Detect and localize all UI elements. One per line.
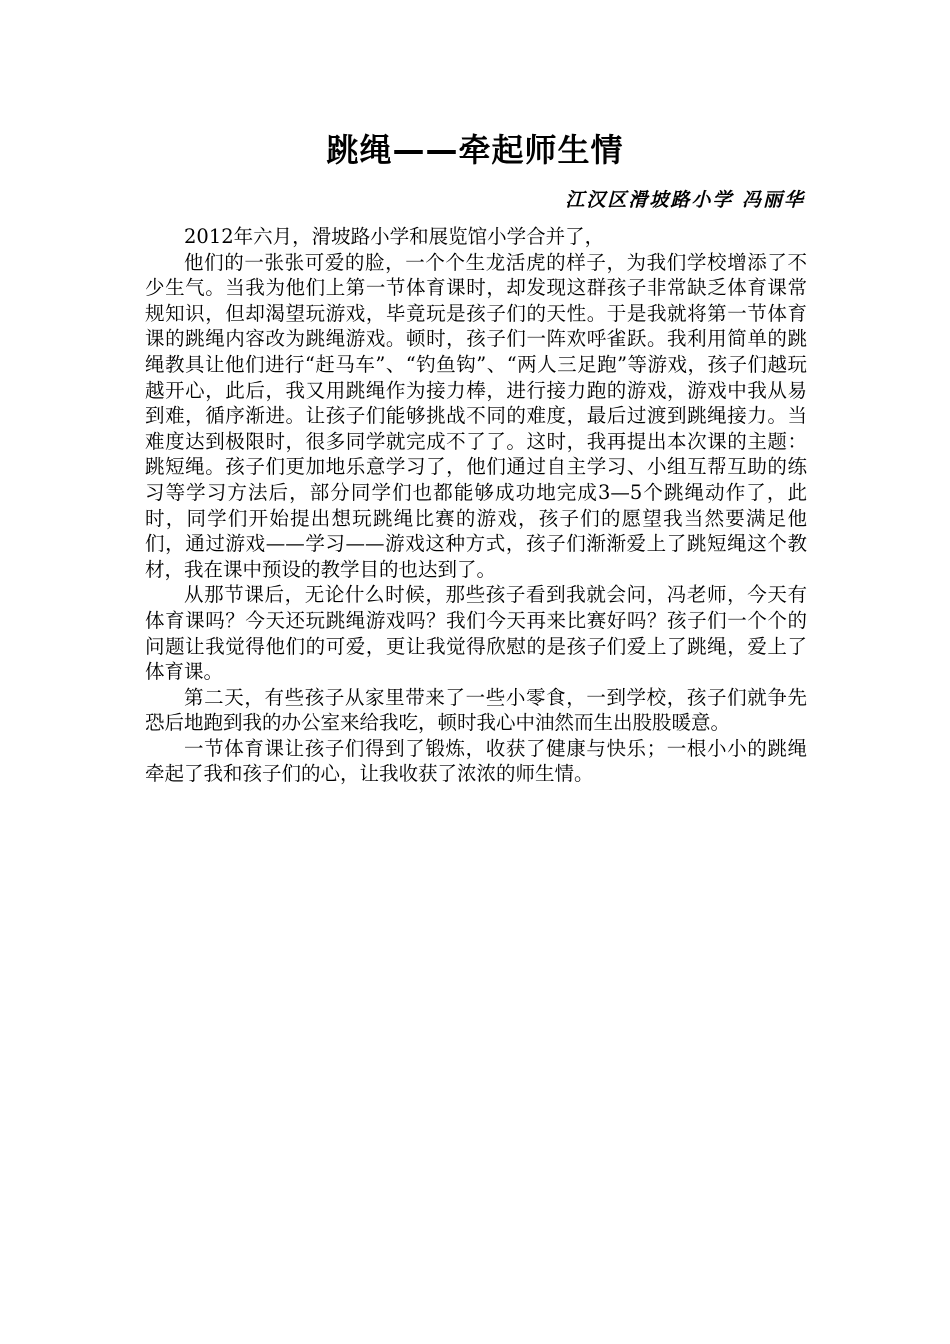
paragraph: 一节体育课让孩子们得到了锻炼，收获了健康与快乐；一根小小的跳绳牵起了我和孩子们的心，让我收获了浓浓的师生情。 <box>145 736 807 786</box>
document-title: 跳绳——牵起师生情 <box>326 131 624 169</box>
paragraph: 他们的一张张可爱的脸，一个个生龙活虎的样子，为我们学校增添了不少生气。当我为他们上第一节体育课时，却发现这群孩子非常缺乏体育课常规知识，但却渴望玩游戏，毕竟玩是孩子们的天性。于是我就将第一节体育课的跳绳内容改为跳绳游戏。顿时，孩子们一阵欢呼雀跃。我利用简单的跳绳教具让他们进行“赶马车”、“钓鱼钩”、“两人三足跑”等游戏，孩子们越玩越开心，此后，我又用跳绳作为接力棒，进行接力跑的游戏，游戏中我从易到难，循序渐进。让孩子们能够挑战不同的难度，最后过渡到跳绳接力。当难度达到极限时，很多同学就完成不了了。这时，我再提出本次课的主题：跳短绳。孩子们更加地乐意学习了，他们通过自主学习、小组互帮互助的练习等学习方法后，部分同学们也都能够成功地完成3—5个跳绳动作了，此时，同学们开始提出想玩跳绳比赛的游戏，孩子们的愿望我当然要满足他们，通过游戏——学习——游戏这种方式，孩子们渐渐爱上了跳短绳这个教材，我在课中预设的教学目的也达到了。 <box>145 250 807 581</box>
paragraph: 2012年六月，滑坡路小学和展览馆小学合并了， <box>184 225 605 248</box>
paragraph: 从那节课后，无论什么时候，那些孩子看到我就会问，冯老师，今天有体育课吗？今天还玩跳绳游戏吗？我们今天再来比赛好吗？孩子们一个个的问题让我觉得他们的可爱，更让我觉得欣慰的是孩子们爱上了跳绳，爱上了体育课。 <box>145 583 807 684</box>
article-body <box>145 224 807 787</box>
paragraph: 第二天，有些孩子从家里带来了一些小零食，一到学校，孩子们就争先恐后地跑到我的办公室来给我吃，顿时我心中油然而生出股股暖意。 <box>145 685 807 735</box>
author-line: 江汉区滑坡路小学 冯丽华 <box>565 189 805 211</box>
